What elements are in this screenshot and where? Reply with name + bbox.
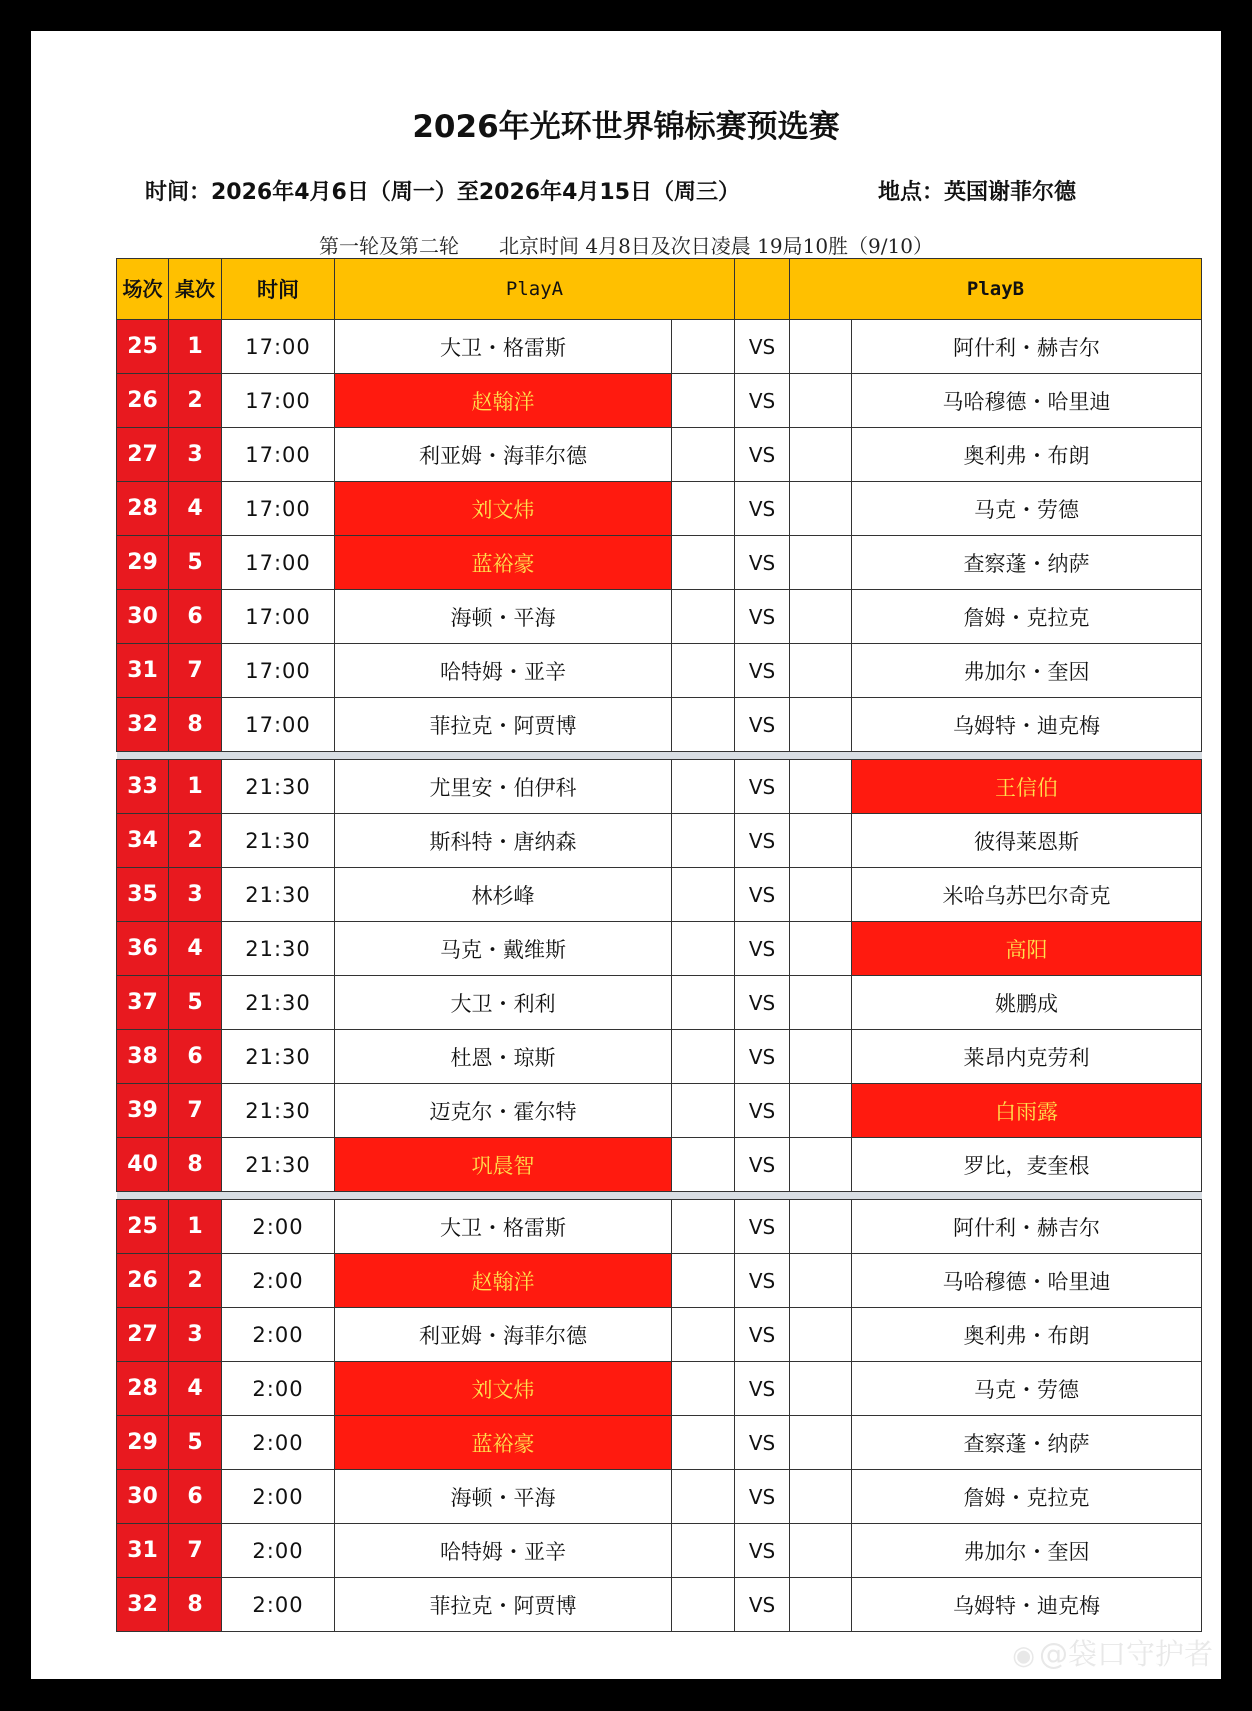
- player-a-score: [672, 1362, 735, 1416]
- match-number: 26: [117, 1254, 169, 1308]
- match-time: 2:00: [222, 1308, 335, 1362]
- table-row: [117, 1030, 1202, 1084]
- page-title: 2026年光环世界锦标赛预选赛: [412, 109, 840, 145]
- player-a: 巩晨智: [335, 1138, 672, 1192]
- table-row: [117, 814, 1202, 868]
- table-number: 4: [169, 1362, 222, 1416]
- player-b: 阿什利・赫吉尔: [852, 1200, 1202, 1254]
- match-number: 30: [117, 590, 169, 644]
- schedule-table: [116, 258, 1202, 1632]
- table-number: 8: [169, 1578, 222, 1632]
- player-b-score: [790, 590, 852, 644]
- player-b-score: [790, 1030, 852, 1084]
- match-time: 17:00: [222, 698, 335, 752]
- separator-cell: [117, 752, 1202, 760]
- player-a-score: [672, 760, 735, 814]
- player-a: 哈特姆・亚辛: [335, 1524, 672, 1578]
- player-a-score: [672, 922, 735, 976]
- player-a-score: [672, 1200, 735, 1254]
- table-row: [117, 976, 1202, 1030]
- player-b: 白雨露: [852, 1084, 1202, 1138]
- player-b: 姚鹏成: [852, 976, 1202, 1030]
- player-a: 刘文炜: [335, 1362, 672, 1416]
- table-row: [117, 590, 1202, 644]
- match-number: 32: [117, 1578, 169, 1632]
- player-a: 杜恩・琼斯: [335, 1030, 672, 1084]
- header-match-no: 场次: [117, 259, 169, 320]
- match-time: 2:00: [222, 1254, 335, 1308]
- match-number: 32: [117, 698, 169, 752]
- player-b-score: [790, 536, 852, 590]
- time-info: 时间：2026年4月6日（周一）至2026年4月15日（周三）: [145, 180, 741, 205]
- player-b: 马克・劳德: [852, 1362, 1202, 1416]
- table-number: 2: [169, 374, 222, 428]
- session-separator: [117, 1192, 1202, 1200]
- match-number: 35: [117, 868, 169, 922]
- table-header-row: [117, 259, 1202, 320]
- match-time: 17:00: [222, 428, 335, 482]
- match-time: 17:00: [222, 644, 335, 698]
- player-b-score: [790, 1308, 852, 1362]
- table-row: [117, 868, 1202, 922]
- separator-cell: [117, 1192, 1202, 1200]
- match-time: 17:00: [222, 482, 335, 536]
- match-number: 26: [117, 374, 169, 428]
- match-number: 38: [117, 1030, 169, 1084]
- vs-label: VS: [735, 536, 790, 590]
- player-a: 海顿・平海: [335, 1470, 672, 1524]
- table-number: 7: [169, 644, 222, 698]
- table-number: 8: [169, 698, 222, 752]
- vs-label: VS: [735, 1524, 790, 1578]
- player-a: 蓝裕豪: [335, 1416, 672, 1470]
- player-b-score: [790, 1470, 852, 1524]
- table-number: 1: [169, 760, 222, 814]
- table-number: 3: [169, 428, 222, 482]
- table-row: [117, 644, 1202, 698]
- match-number: 27: [117, 1308, 169, 1362]
- table-row: [117, 1362, 1202, 1416]
- player-a-score: [672, 536, 735, 590]
- match-time: 2:00: [222, 1524, 335, 1578]
- player-b: 乌姆特・迪克梅: [852, 698, 1202, 752]
- vs-label: VS: [735, 760, 790, 814]
- table-number: 7: [169, 1084, 222, 1138]
- watermark-text: @袋口守护者: [1038, 1637, 1213, 1671]
- player-b-score: [790, 320, 852, 374]
- table-row: [117, 428, 1202, 482]
- schedule-sheet: [31, 31, 1221, 1679]
- table-number: 6: [169, 590, 222, 644]
- vs-label: VS: [735, 1138, 790, 1192]
- table-number: 4: [169, 922, 222, 976]
- player-b: 马哈穆德・哈里迪: [852, 1254, 1202, 1308]
- table-number: 6: [169, 1030, 222, 1084]
- player-b-score: [790, 814, 852, 868]
- match-number: 31: [117, 1524, 169, 1578]
- player-a-score: [672, 644, 735, 698]
- player-b: 奥利弗・布朗: [852, 428, 1202, 482]
- header-player-a: PlayA: [335, 259, 735, 320]
- player-a: 马克・戴维斯: [335, 922, 672, 976]
- player-b: 查察蓬・纳萨: [852, 1416, 1202, 1470]
- player-b-score: [790, 1084, 852, 1138]
- table-row: [117, 698, 1202, 752]
- match-time: 17:00: [222, 374, 335, 428]
- header-vs-blank: [735, 259, 790, 320]
- vs-label: VS: [735, 1030, 790, 1084]
- vs-label: VS: [735, 1084, 790, 1138]
- table-number: 5: [169, 976, 222, 1030]
- header-table-no: 桌次: [169, 259, 222, 320]
- player-b: 王信伯: [852, 760, 1202, 814]
- player-a: 哈特姆・亚辛: [335, 644, 672, 698]
- player-a: 菲拉克・阿贾博: [335, 698, 672, 752]
- player-b: 马哈穆德・哈里迪: [852, 374, 1202, 428]
- player-b: 阿什利・赫吉尔: [852, 320, 1202, 374]
- table-row: [117, 1524, 1202, 1578]
- session-separator: [117, 752, 1202, 760]
- player-b: 詹姆・克拉克: [852, 590, 1202, 644]
- match-time: 21:30: [222, 868, 335, 922]
- player-b-score: [790, 922, 852, 976]
- player-a-score: [672, 814, 735, 868]
- player-a-score: [672, 1524, 735, 1578]
- vs-label: VS: [735, 698, 790, 752]
- vs-label: VS: [735, 644, 790, 698]
- vs-label: VS: [735, 590, 790, 644]
- player-a-score: [672, 868, 735, 922]
- vs-label: VS: [735, 374, 790, 428]
- table-row: [117, 320, 1202, 374]
- location-info: 地点：英国谢菲尔德: [878, 180, 1077, 205]
- player-a: 大卫・格雷斯: [335, 320, 672, 374]
- table-row: [117, 536, 1202, 590]
- player-a-score: [672, 428, 735, 482]
- player-b-score: [790, 1200, 852, 1254]
- player-a-score: [672, 590, 735, 644]
- player-a: 林杉峰: [335, 868, 672, 922]
- match-number: 28: [117, 1362, 169, 1416]
- match-time: 17:00: [222, 536, 335, 590]
- player-a: 赵翰洋: [335, 1254, 672, 1308]
- table-number: 8: [169, 1138, 222, 1192]
- table-row: [117, 1416, 1202, 1470]
- vs-label: VS: [735, 1308, 790, 1362]
- header-time: 时间: [222, 259, 335, 320]
- player-b-score: [790, 482, 852, 536]
- table-row: [117, 1308, 1202, 1362]
- player-b-score: [790, 644, 852, 698]
- match-number: 40: [117, 1138, 169, 1192]
- player-b-score: [790, 868, 852, 922]
- player-a: 海顿・平海: [335, 590, 672, 644]
- vs-label: VS: [735, 320, 790, 374]
- player-b-score: [790, 976, 852, 1030]
- schedule-body: [117, 320, 1202, 1632]
- match-time: 21:30: [222, 976, 335, 1030]
- player-a: 利亚姆・海菲尔德: [335, 428, 672, 482]
- player-a: 刘文炜: [335, 482, 672, 536]
- player-b: 彼得莱恩斯: [852, 814, 1202, 868]
- player-a-score: [672, 482, 735, 536]
- table-number: 1: [169, 320, 222, 374]
- player-b-score: [790, 760, 852, 814]
- player-a: 菲拉克・阿贾博: [335, 1578, 672, 1632]
- match-number: 33: [117, 760, 169, 814]
- player-b: 米哈乌苏巴尔奇克: [852, 868, 1202, 922]
- match-number: 25: [117, 320, 169, 374]
- table-number: 1: [169, 1200, 222, 1254]
- player-b-score: [790, 1578, 852, 1632]
- player-a: 尤里安・伯伊科: [335, 760, 672, 814]
- vs-label: VS: [735, 922, 790, 976]
- player-a-score: [672, 1030, 735, 1084]
- match-time: 21:30: [222, 1030, 335, 1084]
- player-a: 迈克尔・霍尔特: [335, 1084, 672, 1138]
- match-time: 2:00: [222, 1578, 335, 1632]
- match-time: 21:30: [222, 922, 335, 976]
- player-b-score: [790, 698, 852, 752]
- match-time: 2:00: [222, 1362, 335, 1416]
- table-number: 5: [169, 536, 222, 590]
- player-b: 高阳: [852, 922, 1202, 976]
- player-a-score: [672, 1416, 735, 1470]
- table-number: 3: [169, 1308, 222, 1362]
- table-number: 6: [169, 1470, 222, 1524]
- player-a-score: [672, 374, 735, 428]
- table-number: 4: [169, 482, 222, 536]
- table-number: 2: [169, 1254, 222, 1308]
- vs-label: VS: [735, 868, 790, 922]
- player-b-score: [790, 1362, 852, 1416]
- player-a-score: [672, 1578, 735, 1632]
- match-number: 36: [117, 922, 169, 976]
- player-b-score: [790, 1138, 852, 1192]
- table-number: 5: [169, 1416, 222, 1470]
- match-number: 27: [117, 428, 169, 482]
- weibo-icon: ◉: [1012, 1641, 1035, 1671]
- player-b: 弗加尔・奎因: [852, 1524, 1202, 1578]
- match-time: 2:00: [222, 1200, 335, 1254]
- table-number: 2: [169, 814, 222, 868]
- match-time: 21:30: [222, 760, 335, 814]
- header-player-b: PlayB: [790, 259, 1202, 320]
- match-time: 21:30: [222, 1138, 335, 1192]
- player-b: 奥利弗・布朗: [852, 1308, 1202, 1362]
- player-b: 弗加尔・奎因: [852, 644, 1202, 698]
- player-a-score: [672, 698, 735, 752]
- player-b-score: [790, 374, 852, 428]
- table-row: [117, 1200, 1202, 1254]
- player-b-score: [790, 1254, 852, 1308]
- vs-label: VS: [735, 1254, 790, 1308]
- table-row: [117, 922, 1202, 976]
- player-a-score: [672, 320, 735, 374]
- match-number: 31: [117, 644, 169, 698]
- player-b-score: [790, 428, 852, 482]
- match-time: 2:00: [222, 1416, 335, 1470]
- match-number: 25: [117, 1200, 169, 1254]
- match-number: 37: [117, 976, 169, 1030]
- vs-label: VS: [735, 1470, 790, 1524]
- player-a: 蓝裕豪: [335, 536, 672, 590]
- table-row: [117, 1254, 1202, 1308]
- vs-label: VS: [735, 1416, 790, 1470]
- player-a-score: [672, 1254, 735, 1308]
- match-number: 29: [117, 1416, 169, 1470]
- player-a: 赵翰洋: [335, 374, 672, 428]
- table-row: [117, 760, 1202, 814]
- player-b-score: [790, 1524, 852, 1578]
- vs-label: VS: [735, 976, 790, 1030]
- match-time: 2:00: [222, 1470, 335, 1524]
- table-number: 3: [169, 868, 222, 922]
- match-time: 17:00: [222, 590, 335, 644]
- match-time: 21:30: [222, 814, 335, 868]
- match-number: 39: [117, 1084, 169, 1138]
- vs-label: VS: [735, 1200, 790, 1254]
- table-row: [117, 1138, 1202, 1192]
- table-row: [117, 374, 1202, 428]
- round-info: 第一轮及第二轮 北京时间 4月8日及次日凌晨 19局10胜（9/10）: [319, 234, 933, 258]
- player-a-score: [672, 1470, 735, 1524]
- table-row: [117, 1578, 1202, 1632]
- player-b: 莱昂内克劳利: [852, 1030, 1202, 1084]
- player-b: 马克・劳德: [852, 482, 1202, 536]
- match-number: 30: [117, 1470, 169, 1524]
- vs-label: VS: [735, 814, 790, 868]
- vs-label: VS: [735, 1362, 790, 1416]
- player-a: 大卫・格雷斯: [335, 1200, 672, 1254]
- player-a-score: [672, 1308, 735, 1362]
- player-b-score: [790, 1416, 852, 1470]
- match-number: 34: [117, 814, 169, 868]
- player-b: 詹姆・克拉克: [852, 1470, 1202, 1524]
- vs-label: VS: [735, 428, 790, 482]
- vs-label: VS: [735, 1578, 790, 1632]
- table-row: [117, 482, 1202, 536]
- table-number: 7: [169, 1524, 222, 1578]
- match-time: 21:30: [222, 1084, 335, 1138]
- player-a-score: [672, 1138, 735, 1192]
- player-a-score: [672, 976, 735, 1030]
- match-number: 29: [117, 536, 169, 590]
- match-number: 28: [117, 482, 169, 536]
- player-b: 查察蓬・纳萨: [852, 536, 1202, 590]
- table-row: [117, 1084, 1202, 1138]
- table-row: [117, 1470, 1202, 1524]
- player-a: 大卫・利利: [335, 976, 672, 1030]
- player-a: 利亚姆・海菲尔德: [335, 1308, 672, 1362]
- player-a: 斯科特・唐纳森: [335, 814, 672, 868]
- vs-label: VS: [735, 482, 790, 536]
- player-a-score: [672, 1084, 735, 1138]
- match-time: 17:00: [222, 320, 335, 374]
- player-b: 乌姆特・迪克梅: [852, 1578, 1202, 1632]
- player-b: 罗比，麦奎根: [852, 1138, 1202, 1192]
- watermark: [1012, 1632, 1213, 1673]
